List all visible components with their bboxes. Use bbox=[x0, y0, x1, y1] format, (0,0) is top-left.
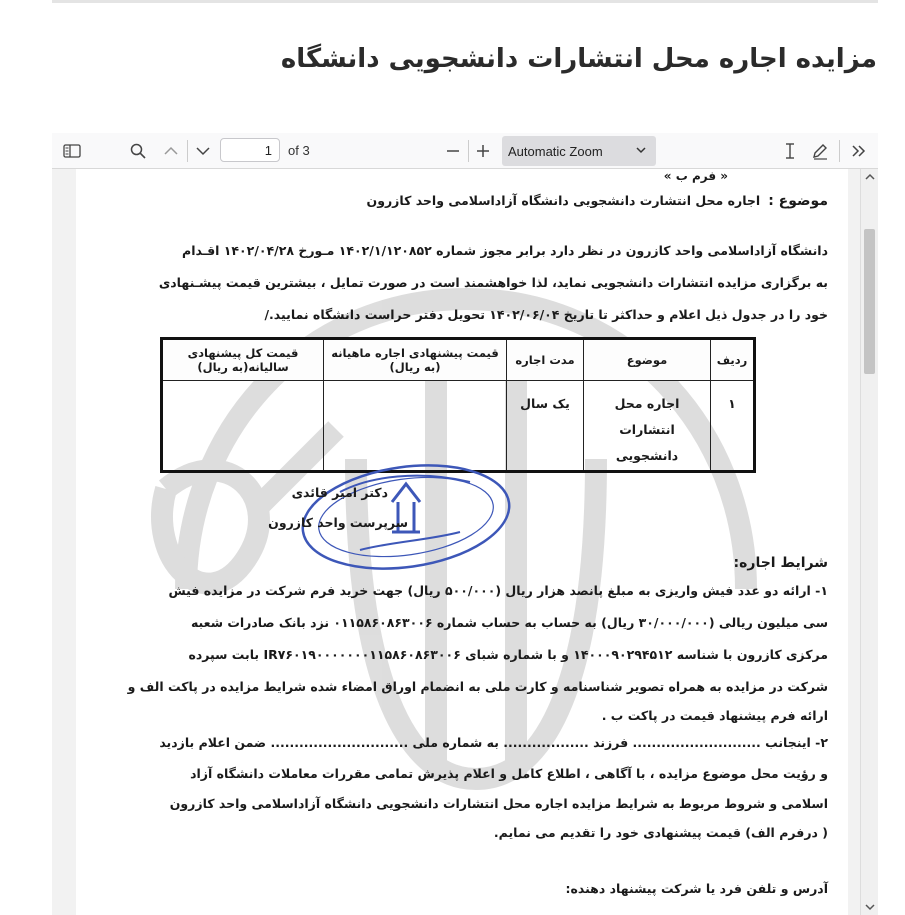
top-divider bbox=[52, 0, 878, 3]
condition-line: ۲- اینجانب ........................... فرزند .................. به شماره ملی ............................. ضمن اعلام بازدید bbox=[159, 735, 828, 750]
page-title: مزایده اجاره محل انتشارات دانشجویی دانشگاه bbox=[280, 44, 877, 74]
text-cursor-icon[interactable] bbox=[778, 137, 802, 165]
table-header-row bbox=[162, 339, 755, 381]
column-header: ردیف bbox=[711, 339, 755, 381]
condition-line: شرکت در مزایده به همراه تصویر شناسنامه و کارت ملی به انضمام اوراق امضاء شده شرایط مزایده در پاکت الف و bbox=[127, 679, 828, 694]
condition-line: مرکزی کازرون با شناسه ۱۴۰۰۰۹۰۲۹۴۵۱۲ و با شماره شبای IR۷۶۰۱۹۰۰۰۰۰۰۰۱۱۵۸۶۰۸۶۳۰۰۶ بابت سپرده bbox=[188, 647, 828, 662]
chevron-down-icon bbox=[635, 145, 647, 155]
toolbar-separator bbox=[468, 140, 469, 162]
page-count: of 3 bbox=[288, 143, 310, 158]
cell-subject: اجاره محل انتشارات دانشجویی bbox=[584, 381, 711, 472]
form-tag: « فرم ب » bbox=[663, 169, 728, 183]
pdf-toolbar bbox=[52, 133, 878, 169]
bid-table bbox=[160, 337, 756, 473]
double-chevron-right-icon[interactable] bbox=[846, 137, 872, 165]
scroll-up-icon[interactable] bbox=[864, 171, 876, 183]
column-header: قیمت پیشنهادی اجاره ماهیانه (به ریال) bbox=[324, 339, 507, 381]
condition-line: ۱- ارائه دو عدد فیش واریزی به مبلغ پانصد هزار ریال (۵۰۰/۰۰۰ ریال) جهت خرید فرم شرکت در مزایده فیش bbox=[168, 583, 828, 598]
zoom-out-icon[interactable] bbox=[441, 137, 465, 165]
cell-monthly-price bbox=[324, 381, 507, 472]
signatory-title: سرپرست واحد کازرون bbox=[268, 515, 408, 530]
zoom-in-icon[interactable] bbox=[471, 137, 495, 165]
document-subject bbox=[367, 193, 828, 209]
chevron-up-icon[interactable] bbox=[158, 137, 184, 165]
intro-line: خود را در جدول ذیل اعلام و حداکثر تا تاریخ ۱۴۰۲/۰۶/۰۴ تحویل دفتر حراست دانشگاه نمایید./ bbox=[264, 307, 828, 322]
condition-line: اسلامی و شروط مربوط به شرایط مزایده اجاره محل انتشارات دانشجویی دانشگاه آزاداسلامی واحد کازرون bbox=[169, 796, 828, 811]
sidebar-toggle-icon[interactable] bbox=[58, 137, 86, 165]
pdf-page bbox=[76, 169, 848, 915]
cell-yearly-price bbox=[162, 381, 324, 472]
toolbar-separator bbox=[187, 140, 188, 162]
chevron-down-icon[interactable] bbox=[190, 137, 216, 165]
page-number-input[interactable] bbox=[220, 138, 280, 162]
document-area[interactable] bbox=[52, 169, 878, 915]
zoom-select-value: Automatic Zoom bbox=[508, 143, 603, 159]
scroll-down-icon[interactable] bbox=[864, 901, 876, 913]
signatory-name: دکتر امیر قائدی bbox=[291, 485, 388, 500]
vertical-scrollbar[interactable] bbox=[860, 169, 878, 915]
intro-line: دانشگاه آزاداسلامی واحد کازرون در نظر دارد برابر مجوز شماره ۱۴۰۲/۱/۱۲۰۸۵۲ مـورخ ۱۴۰۲/۰۴/۲۸ اقـدام bbox=[182, 243, 828, 258]
condition-line: ( درفرم الف) قیمت پیشنهادی خود را تقدیم می نمایم. bbox=[493, 825, 828, 840]
condition-line: و رؤیت محل موضوع مزایده ، با آگاهی ، اطلاع کامل و اعلام پذیرش تمامی مقررات معاملات دانشگاه آزاد bbox=[190, 766, 828, 781]
column-header: موضوع bbox=[584, 339, 711, 381]
pen-icon[interactable] bbox=[807, 137, 833, 165]
subject-text: اجاره محل انتشارت دانشجویی دانشگاه آزاداسلامی واحد کازرون bbox=[366, 193, 761, 208]
condition-line: سی میلیون ریالی (۳۰/۰۰۰/۰۰۰ ریال) به حساب به حساب شماره ۰۱۱۵۸۶۰۸۶۳۰۰۶ نزد بانک صادرات شعبه bbox=[190, 615, 828, 630]
cell-row-number: ۱ bbox=[711, 381, 755, 472]
table-row bbox=[162, 381, 755, 472]
condition-line: ارائه فرم پیشنهاد قیمت در پاکت ب . bbox=[601, 708, 828, 723]
scrollbar-thumb[interactable] bbox=[864, 229, 875, 374]
zoom-select[interactable] bbox=[502, 136, 656, 166]
intro-line: به برگزاری مزایده انتشارات دانشجویی نماید، لذا خواهشمند است در صورت تمایل ، بیشترین قیمت پیشـنهادی bbox=[158, 275, 828, 290]
pdf-viewer bbox=[52, 133, 878, 915]
column-header: مدت اجاره bbox=[507, 339, 584, 381]
conditions-title: شرایط اجاره: bbox=[733, 555, 828, 571]
cell-duration: یک سال bbox=[507, 381, 584, 472]
subject-label: موضوع : bbox=[768, 193, 828, 209]
column-header: قیمت کل پیشنهادی سالیانه(به ریال) bbox=[162, 339, 324, 381]
address-label: آدرس و تلفن فرد یا شرکت پیشنهاد دهنده: bbox=[565, 881, 828, 896]
search-icon[interactable] bbox=[124, 137, 152, 165]
toolbar-separator bbox=[839, 140, 840, 162]
